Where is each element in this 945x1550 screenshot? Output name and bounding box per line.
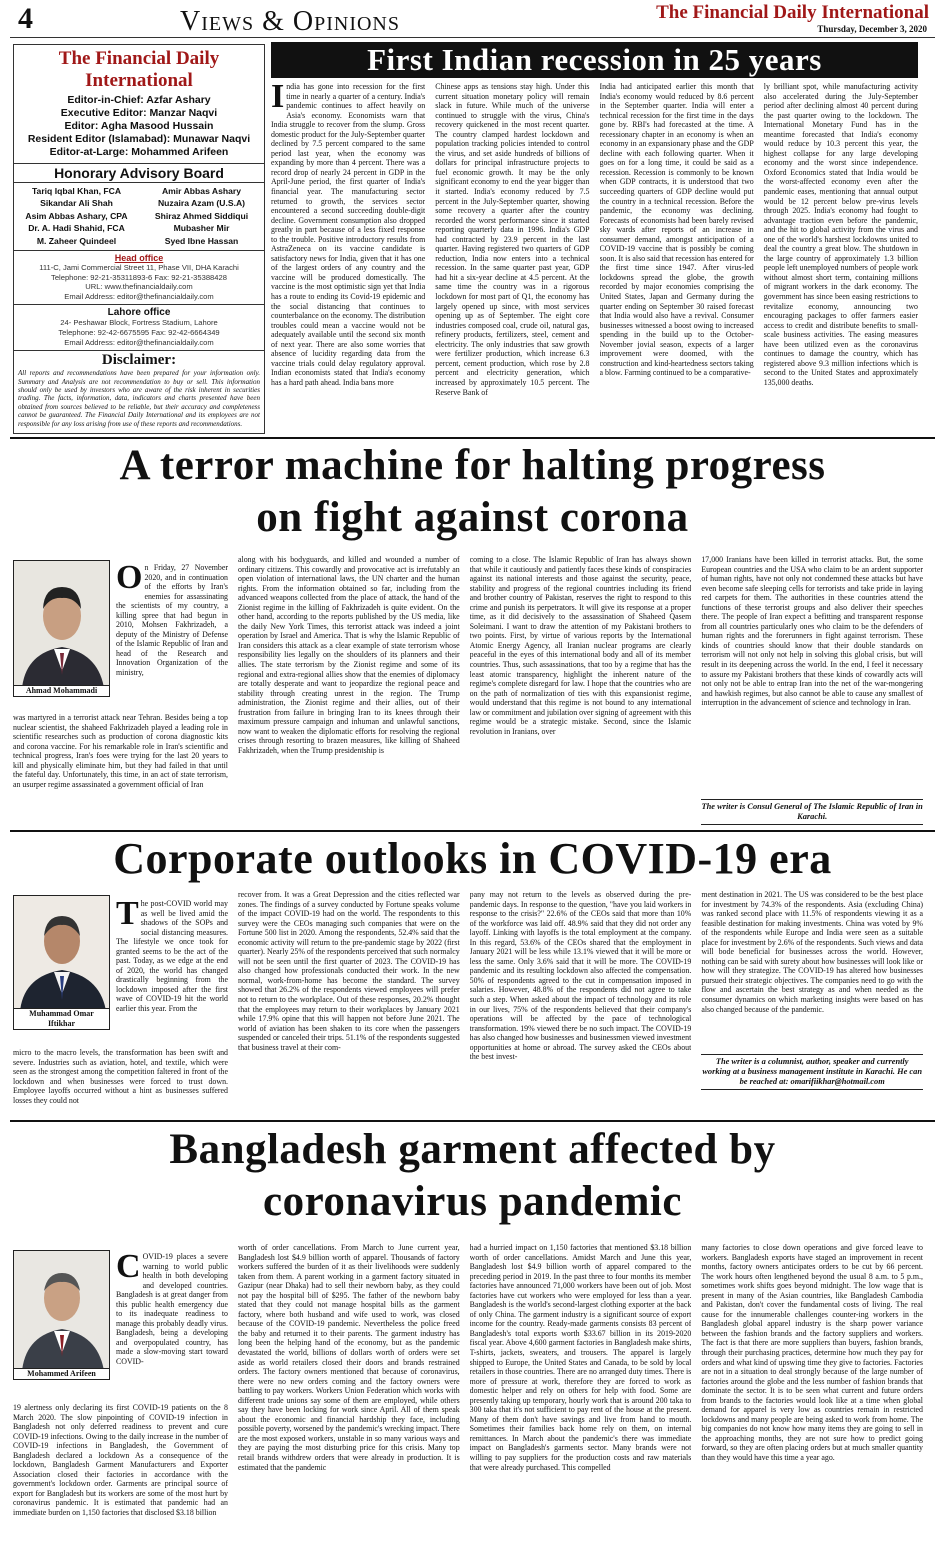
article4-body [13, 1243, 923, 1545]
dateline: Thursday, December 3, 2020 [817, 24, 927, 34]
author-caption-line2: Iftikhar [47, 1019, 76, 1028]
lahore-office-phone: Telephone: 92-42-6675595 Fax: 92-42-6664349 [58, 328, 220, 337]
board-member: Nuzaira Azam (U.S.A) [157, 198, 246, 209]
article2-column: along with his bodyguards, and killed and wounded a number of ordinary citizens. This cowardly and provocative act is irrefutably an open violation of international laws, the UN charter and the human rights. From the information obtained so far, including from the advanced weapons collected from the place of attack, the hand of the Zionist regime in the killing of Fakhrizadeh is quite evident. On the other hand, according to the reports published by the US media, like the daily New York Times, this terrorist attack was indeed a joint operation by Israel and America. That is why the Islamic Republic of Iran considers this attack as a clear example of state terrorism whose responsibility lies legally on the shoulders of its planners and their allies. The state terrorism by the Zionist regime and some of its regional and extra-regional allies show that the enemies of diplomacy are totally desperate and want to jeopardize the regional peace and stability through creating unrest in the region. The Trump administration, the Zionist regime and their allies, out of their frustration from failure in bringing Iran to its knees through their maximum pressure campaign and inhuman and unlawful sanctions, now want to weaken the diplomatic efforts for resolving the regional crises through resorting to brazen measures, like killing of Shaheed Fakhrizadeh, when the Trump presidentship is [238, 555, 460, 755]
lahore-email-link[interactable]: Email Address: editor@thefinancialdaily.com [64, 337, 214, 347]
disclaimer-title: Disclaimer: [14, 350, 264, 369]
masthead: The Financial Daily International [656, 2, 929, 23]
head-office-title: Head office [14, 250, 264, 263]
article2-headline-line2: on fight against corona [256, 494, 689, 541]
article3-body [13, 890, 923, 1118]
board-member: M. Zaheer Quindeel [36, 235, 117, 246]
article2-intro-text: n Friday, 27 November 2020, and in continuation of the efforts by Iran's enemies for assassinating the scientists of my country, a killing spree that had begun in 2010, Mohsen Fakhrizadeh, a deputy of the Ministry of Defense of the Islamic Republic of Iran and head of the Research and Innovation Organization of the ministry, [116, 563, 228, 678]
article4-headline [0, 1124, 945, 1228]
section-title: Views & Opinions [180, 6, 400, 37]
editorial-box-title: The Financial Daily International [58, 48, 220, 91]
article1-headline: First Indian recession in 25 years [271, 42, 918, 78]
article3-column: pany may not return to the levels as observed during the pre-pandemic days. In response to the question, "have you laid workers in response to the crisis?" 22.6% of the CEOs said that more than 10% of the workforce was laid off. 48.9% said that they did not order any layoff. Linking with layoffs is the total employment at the company. In this regard, 53.6% of the CEOs shared that the employment in January 2021 will be less while 13.1% viewed that it will be more or less the same. Only 3.6% said that it will be more. The COVID-19 pandemic and its resulting lockdown also affected the compensation. 50% of respondents agreed to the cut in compensation imposed in salaries. However, 48.8% of the respondents did not agree to take such a step. When asked about the impact of technology and its role in our lives, 75% of the respondents believed that their company's operations will be affected by the pace of technological transformation. 19% viewed there be no such impact. The COVID-19 has also changed how businesses and businessmen viewed investment opportunities at home or abroad. The survey asked the CEOs about the best invest- [469, 890, 692, 1062]
board-member: Syed Ibne Hassan [164, 235, 239, 246]
article3-intro-text: he post-COVID world may as well be lived amid the shadows of the SOPs and social distancing measures. The lifestyle we once took for granted seems to be the act of the past. Today, as we edge at the end of 2020, the world has changed drastically beginning from the lockdown imposed after the first wave of COVID-19 hit the world earlier this year. From the [116, 899, 228, 1014]
head-office-address: 111-C, Jami Commercial Street 11, Phase VII, DHA Karachi [39, 263, 239, 273]
article2-last-column [701, 555, 923, 827]
article4-intro-text: OVID-19 places a severe warning to world public health in both developing and developed countries. Bangladesh is at great danger from this public health emergency due to its inadequate readiness to manage this probably deadly virus. Bangladesh, being a developing and overpopulated country, has made a slow-moving start toward COVID- [116, 1252, 228, 1367]
author-caption-line1: Muhammad Omar [29, 1009, 94, 1018]
drop-cap: T [116, 899, 139, 932]
article2-headline-line1: A terror machine for halting progress [119, 442, 826, 489]
article4-headline-line1: Bangladesh garment affected by [169, 1126, 776, 1173]
advisory-board-title: Honorary Advisory Board [14, 163, 264, 183]
advisory-board-list [14, 183, 264, 247]
email-link[interactable]: Email Address: editor@thefinancialdaily.com [64, 291, 214, 301]
page-header [10, 2, 935, 38]
article3-headline: Corporate outlooks in COVID-19 era [113, 834, 832, 883]
board-member: Shiraz Ahmed Siddiqui [154, 210, 249, 221]
editor-line: Editor: Agha Masood Hussain [64, 120, 214, 132]
editor-line: Editor-in-Chief: Azfar Ashary [67, 94, 211, 106]
article1-column [271, 82, 425, 434]
page-number: 4 [18, 2, 33, 35]
article2-headline [0, 440, 945, 544]
author-caption: Ahmad Mohammadi [13, 685, 110, 697]
article1-column: ly brilliant spot, while manufacturing activity also accelerated during the July-September period after declining almost 40 percent during the past quarter owing to the lockdown. The International Monetary Fund has in the meantime forecasted that India's economy would reduce by 10.3 percent this year, the highest collapse for any large developing economy and the worst since independence. Oxford Economics stated that India would be the worst-affected economy even after the pandemic eases, mentioning that annual output would be 12 percent below pre-virus levels through 2025. India's economy had fought to advantage traction even before the pandemic, and the hit to global activity from the virus and one of the world's harshest lockdowns united to deal the country a great blow. The shutdown in the large country of approximately 1.3 billion people left unemployed numbers of people work without almost short term, containing millions of migrant workers in the dark economy. The government has since been easing restrictions to revitalize economy, announcing two encouraging packages to offer farmers easier access to credit and distribute benefits to small-scale business activities. The easing measures have been utilized even as the coronavirus continues to damage the country, which has registered above 9.3 million infections which is second to the United States and approximately 135,000 deaths. [763, 82, 918, 387]
head-office-details [14, 263, 264, 301]
article3-column: micro to the macro levels, the transformation has been swift and severe. Industries such as aviation, hotel, and textile, which were seen as the strongest among the competition faltered in front of the lockdown and when businesses were forced to trust down. Employee layoffs occurred without a hint as businesses suffered losses they could not [13, 1048, 228, 1105]
article2-byline: The writer is Consul General of The Islamic Republic of Iran in Karachi. [701, 799, 923, 825]
article3-column: recover from. It was a Great Depression and the cities reflected war zones. The findings of a survey conducted by Fortune speaks volume of the impact COVID-19 had on the world. The respondents to this survey were the CEOs managing such companies that were on the Fortune 500 list in 2020. Among the respondents, 52.4% said that the economic activity will return to the pre-pandemic stage by 2022 (first quarter). Nearly 25% of the respondents perceived that such normalcy will not be seen until the first quarter of 2023. The COVID-19 has also changed how professionals conducted their work. In the new normal, work-from-home has become the standard. The survey showed that 26.2% of the respondents viewed employees will prefer not to return to the workplace. Out of these responses, 20.2% thought that the employees may return to their workplaces by January 2021 while 17.9% opine that this will happen not before June 2021. The world of aviation has been shaken to its core when the passengers suspended or canceled their trips. 51.1% of the respondents suggested that business travel at their com- [238, 890, 460, 1052]
article4-column: many factories to close down operations and give forced leave to workers. Bangladesh exports have staged an improvement in recent months, factory owners anticipates orders to be cut by 66 percent. The work hours often lengthened beyond the usual 8 a.m. to 5 p.m., sometimes work shifts goes beyond midnight. The low wage that is present in many of the Asian countries, like Bangladesh Cambodia and Pakistan, don't cover the fundamental costs of living. The real cause for the innumerable challenges counter-ing workers in the Bangladesh global apparel industry is the sharp power variance between the fashion brands and the factory suppliers and workers. The fact is that there are more suppliers than buyers, fashion brands, through their purchasing practices, determine how much they pay for orders and what kind of upswing time they give to factories. Factories are not in a situation to deal strongly because of the large number of factories around the globe and the less number of fashion brands that dominate the sector. It is to be seen what current and future orders from brands to the factories would look like at a time when global demand for apparel is very low as countries remain in restricted lockdowns and many people are being asked to work from home. The big companies do not know how many items they are going to sell in the approaching months, they are not sure how to predict going forward, so they are often placing orders but at much smaller quantity than they would have this time a year ago. [701, 1243, 923, 1463]
editor-line: Executive Editor: Manzar Naqvi [60, 107, 218, 119]
article2-column: coming to a close. The Islamic Republic of Iran has always shown that while it cautiously and patiently faces these kinds of conspiracies against its national interests and those against the security, peace, stability and progress of the regional countries including its friend and brother country of Pakistan, reserves the right to respond to this crime and punish its perpetrators. It will give its response at a proper time, as it did decisively to the assassination of Shaheed Qasem Soleimani. I want to draw the attention of my Pakistani brothers to two points. First, by virtue of various reports by the International Atomic Energy Agency, all Iranian nuclear programs are clearly peaceful in the eyes of this international body and all of its member countries. Thus, such assassinations, that too by a regime that has the least atomic transparency, highlight the inherent nature of the regime's complete disregard for law. I hope that the countries who are on the path of normalization of ties with this expansionist regime, would understand that this regime is not bound to any international law or commitment and jubilation over signing of agreement with this regime would be a strategic mistake. Second, since the Islamic revolution in Iranians, over [469, 555, 692, 736]
board-member: Dr. A. Hadi Shahid, FCA [28, 223, 125, 234]
drop-cap: C [116, 1252, 141, 1285]
head-office-phone: Telephone: 92-21-35311893-6 Fax: 92-21-35388428 [51, 272, 227, 282]
article1-column: India had anticipated earlier this month that India's economy would reduced by 8.6 percent in the September quarter. India will enter a technical recession for the first time in the days gone by. RBI's had forecasted at the time. A recessionary chapter in an economy is when an economy in an expansionary phase and the GDP decline with each following quarter. When it goes on for a long time, it could be said as a recession. Recession is commonly to be known when GDP contracts, it is understood that two succeeding quarters of GDP decline would put the country in a technical recession. Before the pandemic, the economy was declining. Forecasts of economists had been barely revised sky wards after reports of an increase in consumer demand, amongst anticipation of a COVID-19 vaccine that is possibly be coming soon. It is also said that recession has entered for the first time since 1947. After virus-led lockdowns spread the globe, the growth recorded by major economies comprising the United States, Japan and Germany during the quarter ending on September 30 raised forecast that India would also have a revival. Consumer businesses witnessed a boost owing to increased spending in the build up to the October-November jovial season, expects of a larger improvement were doomed, with the construction and kind-heartedness sectors taking a blow. Farming continued to be a comparative- [599, 82, 754, 378]
article4-column: had a hurried impact on 1,150 factories that mentioned $3.18 billion worth of order cancellations. Amidst March and June this year, Bangladesh lost $4.9 billion worth of apparel compared to the preceding period in 2019. In the past three to four months its member factories have announced 71,000 workers have been out of job. Most factories have cut workers who were employed for less than a year. Bangladesh is the world's second-largest clothing exporter at the back of only China. The garment industry is a significant source of export income for the country. Ready-made garments consists 83 percent of Bangladesh's total exports worth $33.67 billion in its 2019-2020 fiscal year. Above 4,600 garment factories in Bangladesh make shirts, T-shirts, jackets, sweaters, and trousers. The apparel is largely shipped to Europe, the United States and Canada, to be sold by local retailers in those countries. There are no arranged duty times. There is more of pressure at work, therefore they are forced to work as domestic helper and rely on others for help with food. Some are presently taking up temporary, hourly work that is around 200 taka to 300 taka that it's not sufficient to pay rent of the house at the present. Many of them don't have savings and live from hand to mouth. Sometimes their families back home rely on them, on internal remittances. In March about the pandemic's there was immediate impact on Bangladesh's garments sector. Many brands were not willing to pay suppliers for the production costs and raw materials that were already purchased. This compelled [469, 1243, 692, 1472]
lahore-office-details [14, 318, 264, 347]
board-member: Mubasher Mir [173, 223, 230, 234]
article3-last-column [701, 890, 923, 1118]
website-link[interactable]: URL: www.thefinancialdaily.com [85, 282, 193, 292]
article1-body [271, 82, 918, 434]
article4-headline-line2: coronavirus pandemic [263, 1178, 682, 1225]
divider [10, 1120, 935, 1122]
board-member: Amir Abbas Ashary [161, 186, 242, 196]
editorial-box [13, 44, 265, 434]
author-caption: Mohammed Arifeen [13, 1368, 110, 1380]
board-member: Tariq Iqbal Khan, FCA [31, 186, 122, 196]
editor-list [14, 94, 264, 159]
board-member: Sikandar Ali Shah [40, 198, 113, 209]
editor-line: Editor-at-Large: Mohammed Arifeen [49, 146, 229, 158]
article2-body [13, 555, 923, 827]
lahore-office-address: 24- Peshawar Block, Fortress Stadium, Lahore [60, 318, 218, 328]
article3-column: ment destination in 2021. The US was considered to be the best place for investment by 74.3% of the respondents. Asia (excluding China) was ranked second place with 11.5% of respondents viewing it as a feasible destination for making investments. China was voted by 9% of the respondents while Europe and India were seen as a suitable place for investment by 2.6% of the respondents. Such views and data will bode beneficial for businesses across the world. However, nothing can be said with surety about how businesses will look like or how will they strategize. The COVID-19 has altered how businesses pursued their strategic objectives. The companies need to go with the flow and ascertain the best strategy as and when needed as the consumer dynamics on which marketing insights were based on has also changed because of the pandemic. [701, 890, 923, 1014]
board-member: Asim Abbas Ashary, CPA [25, 210, 128, 221]
article4-column: worth of order cancellations. From March to June current year, Bangladesh lost $4.9 billion worth of apparel. Thousands of factory workers suffered the burden of it as their livelihoods were suddenly taken from them. A parent working in a garment factory situated in Gazipur (near Dhaka) had to sell their newborn baby, as they could not pay the hospital bill of $295. The father of the newborn baby stated that they could not manage hospital bills as the garment factory, where both husband and wife used to work, was closed because of the COVID-19 pandemic. Nevertheless the police freed the baby and returned it to their parents. The garment industry has long been the helping hand of the economy, but as the pandemic devastated the world, billions of dollars worth of orders were set aside as world retailers closed their doors and brands restrained orders. The factory owners mentioned that because of coronavirus, there were no new orders coming and the factory owners were battling to pay workers. Workers Union Federation which works with different trade unions say some of them are employed, while others say they have been locking for work since April. All of them speak about the economic and financial hardship they face, including possible poverty, worsened by the pandemic's wrecking impact. There are the most exposed workers, unstable in so many various ways and they are paying the most disturbing price for this crisis. Many top retail brands withdrew orders that were already in production. It is estimated that the pandemic [238, 1243, 460, 1472]
article2-column: was martyred in a terrorist attack near Tehran. Besides being a top nuclear scientist, the shaheed Fakhrizadeh played a leading role in scientific researches such as production of corona diagnostic kits and corona vaccine. For his remarkable role in Iran's scientific and technical progress, Iran's foes were trying for the last 20 years to kill and physically eliminate him, but they had failed in that until the fateful day. Unfortunately, this time, in an act of state terrorism, an usurper regime assassinated a government official of Iran [13, 713, 228, 789]
disclaimer-text: All reports and recommendations have been prepared for your information only. Summary and Analysis are not recommendation to buy or sell. This information should only be used by investors who are aware of the risk inherent in securities trading. The facts, information, data, indicators and charts presented have been obtained from sources believed to be reliable, but their accuracy and completeness cannot be guaranteed. The Financial Daily International and its employees are not responsible for any loss arising from use of these reports and recommendations. [18, 369, 260, 428]
drop-cap: O [116, 563, 143, 596]
article2-column: 17,000 Iranians have been killed in terrorist attacks. But, the some European countries and the USA who claim to be an ardent supporter of human rights, have not only not condemned these attacks but have even become safe sleeping cells for terrorists and take pride in laying red carpets for them. The authorities in these countries attend the functions of these terrorist groups and also deliver their speeches there. The people of Iran expect a befitting and transparent response from all countries particularly ones who claim to be the defenders of human rights and the forerunners in fight against terrorism. These kinds of countries should know that their double standards on terrorism will not only not help in solving this global crisis, but will result in its deepening across the world. In the end, I feel it necessary to assure my Pakistani brothers that these kinds of cowardly acts will not only not be able to entrap Iran into the net of the war-mongering and hawkish regimes, but also cannot be able to cause any smallest of interruption in the advancement of science and technology in Iran. [701, 555, 923, 708]
article1-text: ndia has gone into recession for the first time in nearly a quarter of a century. India's pandemic continues to affect heavily on Asia's economy. Economists warn that India struggle to recover from the slump. Gross domestic product for the July-September quarter declined by 7.5 percent compared to the same period last year, when the economy was expanding by more than 4 percent. There was a record drop of nearly 24 percent in GDP in the April-June period, the first quarter of India's financial year. The manufacturing sector returned to growth, the services sector encountered a second succeeding double-digit decline. Government consumption also dropped greatly in part because of a less fixed response to the trouble. Positive introductory results from AstraZeneca on its vaccine candidate is satisfactory news for India, given that it has one of the largest orders of any country and the vaccine will be produced domestically. The vaccine is the most optimistic sign yet that India has a route to ending its Covid-19 epidemic and the social distancing that continues to counterbalance on the economy. The distribution troubles could mean a vaccine would not be adequately available until the second six month of next year. There are also some worries that absence of lucidity regarding data from the vaccine trials could delay regulatory approval. Indian economists stated that India's economy has a hard path ahead. India bans more [271, 82, 426, 387]
article4-column: 19 alertness only declaring its first COVID-19 patients on the 8 March 2020. The slow pinpointing of COVID-19 infection in Bangladesh not only deferred readiness to prevent and cure COVID-19 infections. Owing to the daily increase in the number of COVID-19 infections in Bangladesh, the Government of Bangladesh declared a lockdown As a consequence of the lockdown, Bangladesh Garment Manufacturers and Exporter Association closed their factories in accordance with the government's lockdown order. Garments are principal source of export for Bangladesh but its workers are some of the most hurt by coronavirus pandemic. It is estimated that pandemic had an immediate burden on 1,150 factories that disclosed $3.18 billion [13, 1403, 228, 1518]
divider [10, 437, 935, 439]
drop-cap: I [271, 82, 285, 115]
article1-column: Chinese apps as tensions stay high. Under this current situation monetary policy will remain slack in future. While much of the universe continued to struggle with the virus, China's recovery quickened in the most recent quarter. The country clamped hardest lockdown and population tracking policies intended to control the virus, and set aside hundreds of billions of dollars for principal infrastructure projects to fuel economic growth. It may be the only significant economy to end the year bigger than it started. India's economy reduced by 7.5 percent in the July-September quarter, showing some recovery a quarter after the country recorded the worst performance since it started reporting quarterly data in 1996. India's GDP had contracted by 23.9 percent in the last quarter. Having registered two quarters of GDP reduction, India now enters into a technical recession. In the same quarter past year, GDP had hit a six-year decline at 4.5 percent. At the same time the country was in a rigorous lockdown for most part of Q1, the economy has largely opened up since, with most services opening up as of September. The eight core industries composed coal, crude oil, natural gas, refinery products, fertilizers, steel, cement and electricity. The only industries that saw growth were fertilizer production, which increase 6.3 percent, cement production, which rose by 2.8 percent and electricity generation, which increased by approximately 10.5 percent. The Reserve Bank of [435, 82, 590, 397]
editor-line: Resident Editor (Islamabad): Munawar Naqvi [27, 133, 251, 145]
article3-byline: The writer is a columnist, author, speaker and currently working at a business management institute in Karachi. He can be reached at: omarifiikhar@hotmail.com [701, 1054, 923, 1090]
lahore-office-title: Lahore office [14, 304, 264, 318]
